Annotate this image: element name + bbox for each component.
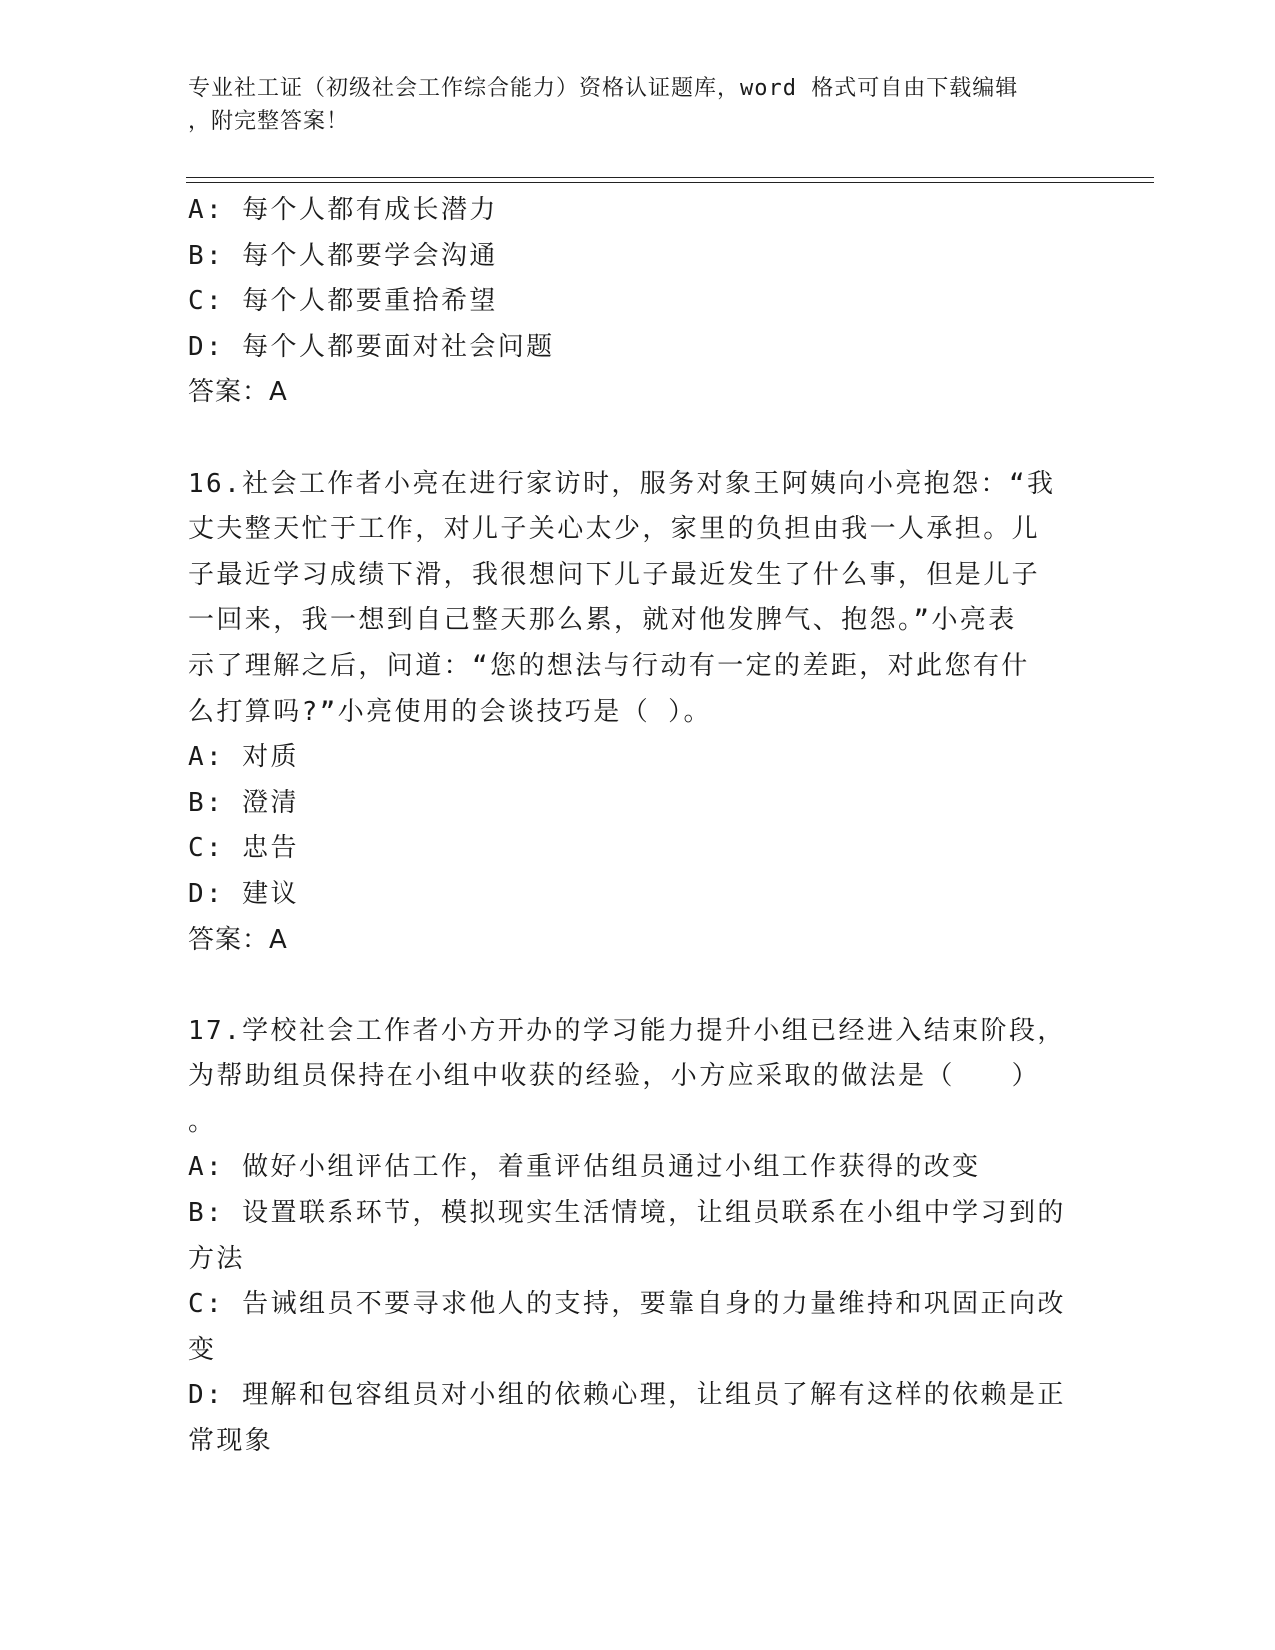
option-d: D: 每个人都要面对社会问题 xyxy=(188,331,555,362)
option-b: B: 澄清 xyxy=(188,787,299,818)
question-17 xyxy=(188,1009,1068,1465)
question-text-line: 丈夫整天忙于工作，对儿子关心太少，家里的负担由我一人承担。儿 xyxy=(188,514,1041,545)
question-text-line: 么打算吗?”小亮使用的会谈技巧是（ ）。 xyxy=(188,696,712,727)
header-line-2: ，附完整答案！ xyxy=(188,109,350,134)
question-text-line: 17.学校社会工作者小方开办的学习能力提升小组已经进入结束阶段， xyxy=(188,1015,1066,1046)
option-b: B: 设置联系环节，模拟现实生活情境，让组员联系在小组中学习到的 xyxy=(188,1198,1066,1229)
option-d: D: 建议 xyxy=(188,878,299,909)
option-a: A: 做好小组评估工作，着重评估组员通过小组工作获得的改变 xyxy=(188,1152,981,1183)
option-b-continued: 方法 xyxy=(188,1243,245,1274)
question-text-line: 一回来，我一想到自己整天那么累，就对他发脾气、抱怨。”小亮表 xyxy=(188,605,1017,636)
question-text-line: 16.社会工作者小亮在进行家访时，服务对象王阿姨向小亮抱怨：“我 xyxy=(188,468,1056,499)
question-text-line: 。 xyxy=(188,1106,217,1137)
question-text-line: 子最近学习成绩下滑，我很想问下儿子最近发生了什么事，但是儿子 xyxy=(188,559,1041,590)
option-b: B: 每个人都要学会沟通 xyxy=(188,240,498,271)
document-header xyxy=(188,72,1068,138)
question-text-line: 为帮助组员保持在小组中收获的经验，小方应采取的做法是（ ） xyxy=(188,1061,1041,1092)
header-rule-top xyxy=(186,177,1154,178)
option-c: C: 告诫组员不要寻求他人的支持，要靠自身的力量维持和巩固正向改 xyxy=(188,1289,1066,1320)
option-d-continued: 常现象 xyxy=(188,1426,274,1457)
document-body xyxy=(188,188,1068,1465)
option-c: C: 忠告 xyxy=(188,833,299,864)
answer-label: 答案：A xyxy=(188,924,288,955)
option-a: A: 每个人都有成长潜力 xyxy=(188,195,498,225)
option-c: C: 每个人都要重拾希望 xyxy=(188,286,498,317)
question-16 xyxy=(188,462,1068,964)
option-d: D: 理解和包容组员对小组的依赖心理，让组员了解有这样的依赖是正 xyxy=(188,1380,1066,1411)
question-15 xyxy=(188,188,1068,416)
answer-label: 答案：A xyxy=(188,377,288,408)
option-c-continued: 变 xyxy=(188,1334,217,1365)
question-text-line: 示了理解之后，问道：“您的想法与行动有一定的差距，对此您有什 xyxy=(188,650,1030,681)
header-rule-bottom xyxy=(186,182,1154,183)
option-a: A: 对质 xyxy=(188,742,299,773)
header-line-1: 专业社工证（初级社会工作综合能力）资格认证题库，word 格式可自由下载编辑 xyxy=(188,76,1019,101)
